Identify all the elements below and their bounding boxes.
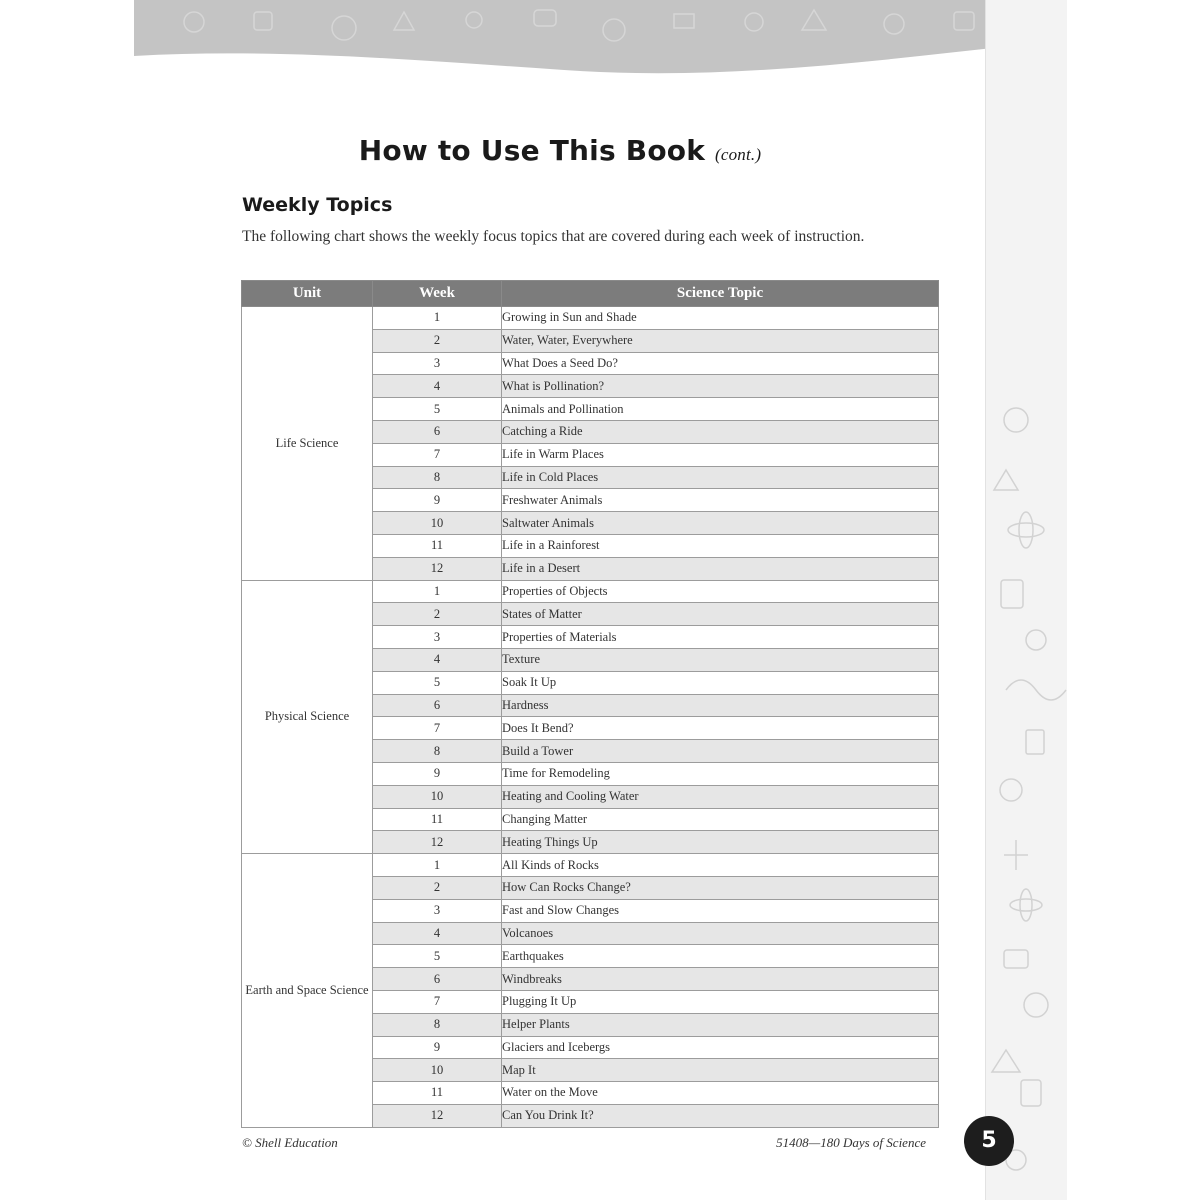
topic-cell: Freshwater Animals bbox=[502, 489, 939, 512]
topic-cell: Growing in Sun and Shade bbox=[502, 307, 939, 330]
unit-cell: Earth and Space Science bbox=[242, 854, 373, 1128]
week-cell: 8 bbox=[373, 466, 502, 489]
table-header-row bbox=[242, 281, 939, 307]
topic-cell: Life in Cold Places bbox=[502, 466, 939, 489]
topic-cell: Helper Plants bbox=[502, 1013, 939, 1036]
week-cell: 10 bbox=[373, 785, 502, 808]
week-cell: 8 bbox=[373, 740, 502, 763]
header-science-topic: Science Topic bbox=[502, 281, 939, 307]
topic-cell: Soak It Up bbox=[502, 671, 939, 694]
week-cell: 6 bbox=[373, 420, 502, 443]
week-cell: 7 bbox=[373, 717, 502, 740]
topic-cell: Does It Bend? bbox=[502, 717, 939, 740]
topic-cell: Water on the Move bbox=[502, 1082, 939, 1105]
topic-cell: Earthquakes bbox=[502, 945, 939, 968]
topic-cell: Heating and Cooling Water bbox=[502, 785, 939, 808]
unit-cell: Physical Science bbox=[242, 580, 373, 854]
week-cell: 5 bbox=[373, 945, 502, 968]
week-cell: 5 bbox=[373, 398, 502, 421]
header-unit: Unit bbox=[242, 281, 373, 307]
week-cell: 9 bbox=[373, 762, 502, 785]
week-cell: 6 bbox=[373, 694, 502, 717]
topic-cell: Life in Warm Places bbox=[502, 443, 939, 466]
topic-cell: Glaciers and Icebergs bbox=[502, 1036, 939, 1059]
topic-cell: Life in a Desert bbox=[502, 557, 939, 580]
week-cell: 8 bbox=[373, 1013, 502, 1036]
topic-cell: Animals and Pollination bbox=[502, 398, 939, 421]
week-cell: 12 bbox=[373, 831, 502, 854]
week-cell: 4 bbox=[373, 375, 502, 398]
page-title-text: How to Use This Book bbox=[358, 134, 706, 167]
week-cell: 3 bbox=[373, 352, 502, 375]
table-row bbox=[242, 854, 939, 877]
science-doodle-pattern bbox=[986, 0, 1067, 1200]
page-title bbox=[0, 134, 1120, 167]
topic-cell: Texture bbox=[502, 648, 939, 671]
topic-cell: What is Pollination? bbox=[502, 375, 939, 398]
topic-cell: What Does a Seed Do? bbox=[502, 352, 939, 375]
topic-cell: States of Matter bbox=[502, 603, 939, 626]
topic-cell: Build a Tower bbox=[502, 740, 939, 763]
week-cell: 11 bbox=[373, 534, 502, 557]
topic-cell: Windbreaks bbox=[502, 968, 939, 991]
unit-cell: Life Science bbox=[242, 307, 373, 581]
table-row bbox=[242, 580, 939, 603]
topic-cell: Can You Drink It? bbox=[502, 1104, 939, 1127]
week-cell: 2 bbox=[373, 603, 502, 626]
week-cell: 11 bbox=[373, 808, 502, 831]
week-cell: 11 bbox=[373, 1082, 502, 1105]
topic-cell: Fast and Slow Changes bbox=[502, 899, 939, 922]
topic-cell: Volcanoes bbox=[502, 922, 939, 945]
week-cell: 12 bbox=[373, 1104, 502, 1127]
table-row bbox=[242, 307, 939, 330]
topic-cell: Hardness bbox=[502, 694, 939, 717]
topic-cell: All Kinds of Rocks bbox=[502, 854, 939, 877]
week-cell: 9 bbox=[373, 1036, 502, 1059]
topic-cell: Properties of Objects bbox=[502, 580, 939, 603]
week-cell: 1 bbox=[373, 854, 502, 877]
topic-cell: Heating Things Up bbox=[502, 831, 939, 854]
week-cell: 4 bbox=[373, 922, 502, 945]
topic-cell: Time for Remodeling bbox=[502, 762, 939, 785]
decorative-header-band bbox=[134, 0, 1066, 80]
week-cell: 3 bbox=[373, 626, 502, 649]
topic-cell: Map It bbox=[502, 1059, 939, 1082]
week-cell: 2 bbox=[373, 876, 502, 899]
decorative-side-strip bbox=[985, 0, 1067, 1200]
footer-publisher: © Shell Education bbox=[242, 1135, 338, 1150]
topic-cell: Properties of Materials bbox=[502, 626, 939, 649]
week-cell: 2 bbox=[373, 329, 502, 352]
week-cell: 1 bbox=[373, 307, 502, 330]
week-cell: 3 bbox=[373, 899, 502, 922]
week-cell: 10 bbox=[373, 512, 502, 535]
week-cell: 4 bbox=[373, 648, 502, 671]
week-cell: 6 bbox=[373, 968, 502, 991]
section-heading: Weekly Topics bbox=[242, 194, 393, 216]
week-cell: 7 bbox=[373, 990, 502, 1013]
intro-paragraph: The following chart shows the weekly focus topics that are covered during each week of instruction. bbox=[242, 228, 865, 245]
week-cell: 12 bbox=[373, 557, 502, 580]
topic-cell: Saltwater Animals bbox=[502, 512, 939, 535]
topic-cell: Changing Matter bbox=[502, 808, 939, 831]
topic-cell: Plugging It Up bbox=[502, 990, 939, 1013]
week-cell: 7 bbox=[373, 443, 502, 466]
weekly-topics-table bbox=[241, 280, 939, 1128]
topic-cell: How Can Rocks Change? bbox=[502, 876, 939, 899]
week-cell: 9 bbox=[373, 489, 502, 512]
week-cell: 1 bbox=[373, 580, 502, 603]
week-cell: 10 bbox=[373, 1059, 502, 1082]
topic-cell: Life in a Rainforest bbox=[502, 534, 939, 557]
footer-book-title: 51408—180 Days of Science bbox=[776, 1135, 926, 1150]
page-number-badge: 5 bbox=[964, 1116, 1014, 1166]
topic-cell: Water, Water, Everywhere bbox=[502, 329, 939, 352]
page-title-cont: (cont.) bbox=[714, 145, 762, 164]
week-cell: 5 bbox=[373, 671, 502, 694]
header-week: Week bbox=[373, 281, 502, 307]
table-body bbox=[242, 307, 939, 1128]
topic-cell: Catching a Ride bbox=[502, 420, 939, 443]
